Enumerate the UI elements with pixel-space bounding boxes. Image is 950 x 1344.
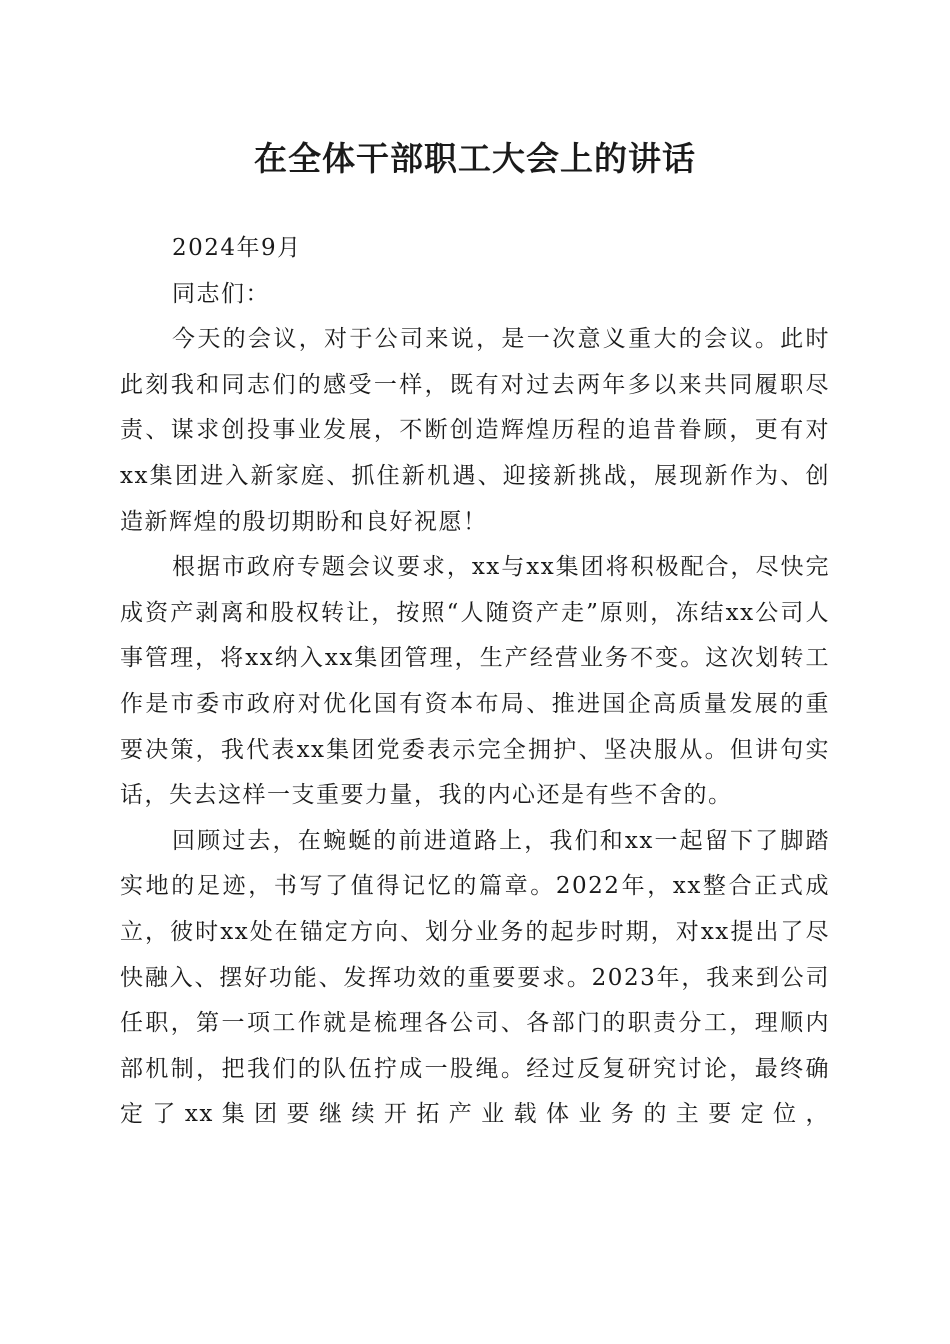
body-paragraph: 今天的会议，对于公司来说，是一次意义重大的会议。此时此刻我和同志们的感受一样，既有对过去两年多以来共同履职尽责、谋求创投事业发展，不断创造辉煌历程的追昔眷顾，更有对xx集团进入新家庭、抓住新机遇、迎接新挑战，展现新作为、创造新辉煌的殷切期盼和良好祝愿！ [120, 326, 830, 535]
body-paragraph: 根据市政府专题会议要求，xx与xx集团将积极配合，尽快完成资产剥离和股权转让，按照“人随资产走”原则，冻结xx公司人事管理，将xx纳入xx集团管理，生产经营业务不变。这次划转工作是市委市政府对优化国有资本布局、推进国企高质量发展的重要决策，我代表xx集团党委表示完全拥护、坚决服从。但讲句实话，失去这样一支重要力量，我的内心还是有些不舍的。 [120, 554, 830, 809]
body-paragraph: 回顾过去，在蜿蜒的前进道路上，我们和xx一起留下了脚踏实地的足迹，书写了值得记忆的篇章。2022年，xx整合正式成立，彼时xx处在锚定方向、划分业务的起步时期，对xx提出了尽快融入、摆好功能、发挥功效的重要要求。2023年，我来到公司任职，第一项工作就是梳理各公司、各部门的职责分工，理顺内部机制，把我们的队伍拧成一股绳。经过反复研究讨论，最终确定了xx集团要继续开拓产业载体业务的主要定位， [120, 827, 830, 1128]
document-title: 在全体干部职工大会上的讲话 [254, 139, 696, 178]
date-line: 2024年9月 [172, 235, 302, 261]
document-body [120, 226, 830, 1138]
salutation: 同志们： [172, 280, 270, 307]
